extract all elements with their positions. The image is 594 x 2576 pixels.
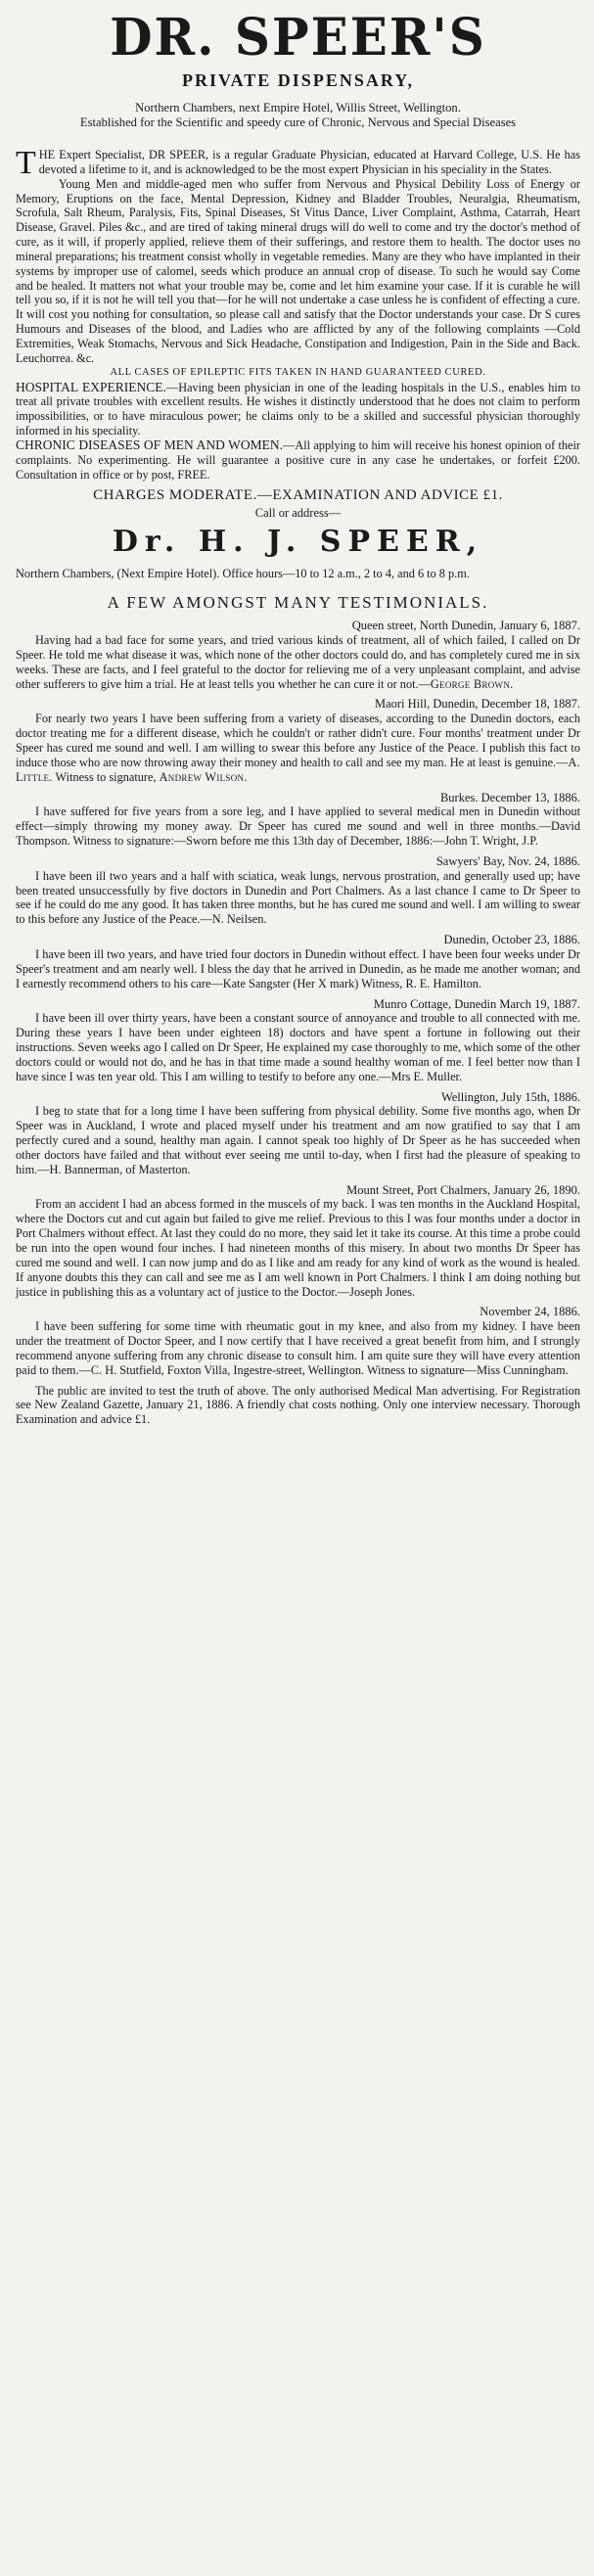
testimonial — [16, 933, 580, 990]
chronic-section — [16, 438, 580, 483]
testimonial-place: Sawyers' Bay, Nov. 24, 1886. — [435, 853, 580, 868]
testimonials-heading: A FEW AMONGST MANY TESTIMONIALS. — [107, 593, 489, 613]
testimonial-place: Burkes. December 13, 1886. — [439, 790, 580, 805]
testimonial-text: Having had a bad face for some years, and tried various kinds of treatment, all of which failed, I called on Dr Speer. He told me what disease it was, which none of the other doctors could do, and has completely cured me in six weeks. These are facts, and I feel grateful to the doctor for relieving me of a very unpleasant complaint, and advise other sufferers to give him a trial. He at least tells you whether he can cure it or not.— — [16, 633, 580, 691]
testimonial-after: Witness to signature, — [52, 769, 160, 784]
testimonial — [16, 1183, 580, 1300]
chronic-text: —All applying to him will receive his honest opinion of their complaints. No experimenting. He will guarantee a positive cure in any case he undertakes, or forfeit £200. Consultation in office or by post, FREE. — [16, 437, 580, 482]
testimonial-witness: Andrew Wilson. — [159, 769, 248, 784]
ad-subtitle: PRIVATE DISPENSARY, — [181, 70, 415, 90]
testimonial-text: For nearly two years I have been suffering from a variety of diseases, according to the Dunedin doctors, each doctor treating me for a different disease, which he couldn't or rather didn't cure. Four months' treatment under Dr Speer has cured me sound and well. I am willing to swear this before any Justice of the Peace. I publish this fact to induce those who are now throwing away their money and health to call and see my man. He at least is genuine.— — [16, 712, 580, 769]
testimonial — [16, 997, 580, 1084]
testimonial-place: Munro Cottage, Dunedin March 19, 1887. — [373, 996, 580, 1011]
closing-section — [16, 1384, 580, 1428]
charges-line: CHARGES MODERATE.—EXAMINATION AND ADVICE £1. — [93, 487, 503, 504]
testimonial-place: Queen street, North Dunedin, January 6, 1887. — [351, 619, 580, 633]
testimonial — [16, 854, 580, 927]
address-line: Northern Chambers, next Empire Hotel, Willis Street, Wellington. — [135, 101, 461, 115]
testimonial-place: Mount Street, Port Chalmers, January 26, 1890. — [346, 1182, 580, 1197]
hospital-heading: HOSPITAL EXPERIENCE. — [16, 379, 166, 394]
testimonial — [16, 1090, 580, 1177]
epileptic-note: ALL CASES OF EPILEPTIC FITS TAKEN IN HAND GUARANTEED CURED. — [110, 366, 486, 378]
intro-text-1: HE Expert Specialist, DR SPEER, is a regular Graduate Physician, educated at Harvard College, U.S. He has devoted a lifetime to it, and is acknowledged to be the most expert Physician in his speciality in the States. — [38, 148, 580, 176]
testimonial-place: November 24, 1886. — [480, 1305, 580, 1319]
closing-text: The public are invited to test the truth of above. The only authorised Medical Man advertising. For Registration see New Zealand Gazette, January 21, 1886. A friendly chat costs nothing. Only one interview necessary. Thorough Examination and advice £1. — [16, 1383, 580, 1427]
testimonial-place: Wellington, July 15th, 1886. — [440, 1089, 580, 1104]
testimonial-text: I have been ill two years and a half with sciatica, weak lungs, nervous prostration, and generally used up; have been treated unsuccessfully by five doctors in Dunedin and Port Chalmers. As a last chance I came to Dr Speer to see if he could do me any good. It has taken three months, but he has cured me sound and well. I am willing to swear to this before any Justice of the Peace.—N. Neilsen. — [16, 868, 580, 927]
testimonial — [16, 1305, 580, 1377]
testimonial — [16, 791, 580, 849]
testimonial-text: I have been ill over thirty years, have been a constant source of annoyance and trouble to all connected with me. During these years I have been under eighteen 18) doctors and have spent a fortune in following out their instructions. Seven weeks ago I called on Dr Speer, He explained my case thoroughly to me, which some of the other doctors could or would not do, and he has in that time made a sound healthy woman of me. I feel better now than I have since I was ten year old. This I am willing to testify to before any one.—Mrs E. Muller. — [16, 1011, 580, 1083]
hospital-text: —Having been physician in one of the leading hospitals in the U.S., enables him to treat all private troubles with excellent results. He wishes it distinctly understood that he does not claim to perform impossibilities, or to have miraculous power; he claims only to be a skilled and successful physician thoroughly informed in his speciality. — [16, 380, 580, 438]
testimonial-text: I have suffered for five years from a sore leg, and I have applied to several medical men in Dunedin without effect—simply throwing my money away. Dr Speer has cured me sound and well in three months.—David Thompson. Witness to signature:—Sworn before me this 13th day of December, 1886:—John T. Wright, J.P. — [16, 805, 580, 849]
testimonial-text: I beg to state that for a long time I have been suffering from physical debility. Some five months ago, when Dr Speer was in Auckland, I wrote and placed myself under his treatment and am now gratified to say that I am perfectly cured and a sound, healthy man again. I cannot speak too highly of Dr Speer as he has succeeded when other doctors have failed and that without ever seeing me until to-day, when I first had the pleasure of speaking to him.—H. Bannerman, of Masterton. — [16, 1104, 580, 1176]
intro-paragraph-2: Young Men and middle-aged men who suffer from Nervous and Physical Debility Loss of Energy or Memory, Eruptions on the face, Mental Depression, Kidney and Bladder Troubles, Neuralgia, Rheumatism, Scrofula, Salt Rheum, Paralysis, Fits, Spinal Diseases, St Vitus Dance, Liver Complaint, Asthma, Catarrah, Heart Disease, Gravel. Piles &c., and are tired of taking mineral drugs will do well to come and try the doctor's method of cure, as it will, if properly applied, relieve them of their sufferings, and restore them to health. The doctor uses no mineral preparations; his treatment consist wholly in vegetable remedies. Many are they who have implanted in their systems by improper use of calomel, seeds which produce an annual crop of disease. To such he would say Come and be healed. It matters not what your trouble may be, come and let him examine your case. If it is curable he will tell you so, if it is not he will tell you that—for he will not undertake a case unless he is confident of effecting a cure. It will cost you nothing for consultation, so please call and satisfy that the Doctor understands your case. Dr S cures Humours and Diseases of the blood, and Ladies who are afflicted by any of the following complaints —Cold Extremities, Weak Stomachs, Nervous and Sick Headache, Constipation and Indigestion, Pain in the Side and Back. Leuchorrea. &c. — [16, 176, 580, 365]
doctor-name: Dr. H. J. SPEER, — [112, 525, 484, 560]
hospital-section — [16, 381, 580, 438]
testimonial-text: I have been ill two years, and have tried four doctors in Dunedin without effect. I have been four weeks under Dr Speer's treatment and am nearly well. I bless the day that he arrived in Dunedin, as he made me another woman; and I earnestly recommend others to his care—Kate Sangster (Her X mark) Witness, R. E. Hamilton. — [16, 946, 580, 990]
ad-title: DR. SPEER'S — [110, 6, 486, 68]
testimonial — [16, 697, 580, 784]
testimonial-text: I have been suffering for some time with rheumatic gout in my knee, and also from my kidney. I have been under the treatment of Doctor Speer, and I now certify that I have received a great benefit from him, and I strongly recommend anyone suffering from any chronic disease to consult him. I am quite sure they will have every attention paid to them.—C. H. Stutfield, Foxton Villa, Ingestre-street, Wellington. Witness to signature—Miss Cunningham. — [16, 1319, 580, 1377]
drop-cap: T — [16, 145, 36, 181]
office-address: Northern Chambers, (Next Empire Hotel). Office hours—10 to 12 a.m., 2 to 4, and 6 to 8 p.m. — [16, 567, 470, 581]
testimonial-place: Dunedin, October 23, 1886. — [443, 933, 580, 947]
testimonial — [16, 619, 580, 691]
testimonials-list — [16, 619, 580, 1377]
intro-section — [16, 145, 580, 381]
testimonial-signature: A. Little. — [16, 755, 580, 784]
call-or-address: Call or address— — [254, 506, 342, 521]
chronic-heading: CHRONIC DISEASES OF MEN AND WOMEN. — [16, 437, 284, 452]
testimonial-text: From an accident I had an abcess formed in the muscels of my back. I was ten months in the Auckland Hospital, where the Doctors cut and cut again but failed to give me relief. Previous to this I was four months under a doctor in Port Chalmers without effect. At last they could do no more, they said let it take its course. At this time a probe could be run into the open wound four inches. I had nineteen months of this misery. In about two months Dr Speer has cured me sound and well. I can now jump and do as I like and am ready for any kind of work as the wound is healed. If anyone doubts this they can call and see me as I am well known in Port Chalmers. I think I am doing nothing but justice in publishing this as a voluntary act of justice to the Doctor.—Joseph Jones. — [16, 1197, 580, 1299]
intro-paragraph-1 — [16, 145, 580, 181]
testimonial-signature: George Brown. — [430, 676, 514, 691]
testimonial-place: Maori Hill, Dunedin, December 18, 1887. — [374, 697, 580, 712]
established-line: Established for the Scientific and speedy cure of Chronic, Nervous and Special Diseases — [79, 115, 517, 129]
